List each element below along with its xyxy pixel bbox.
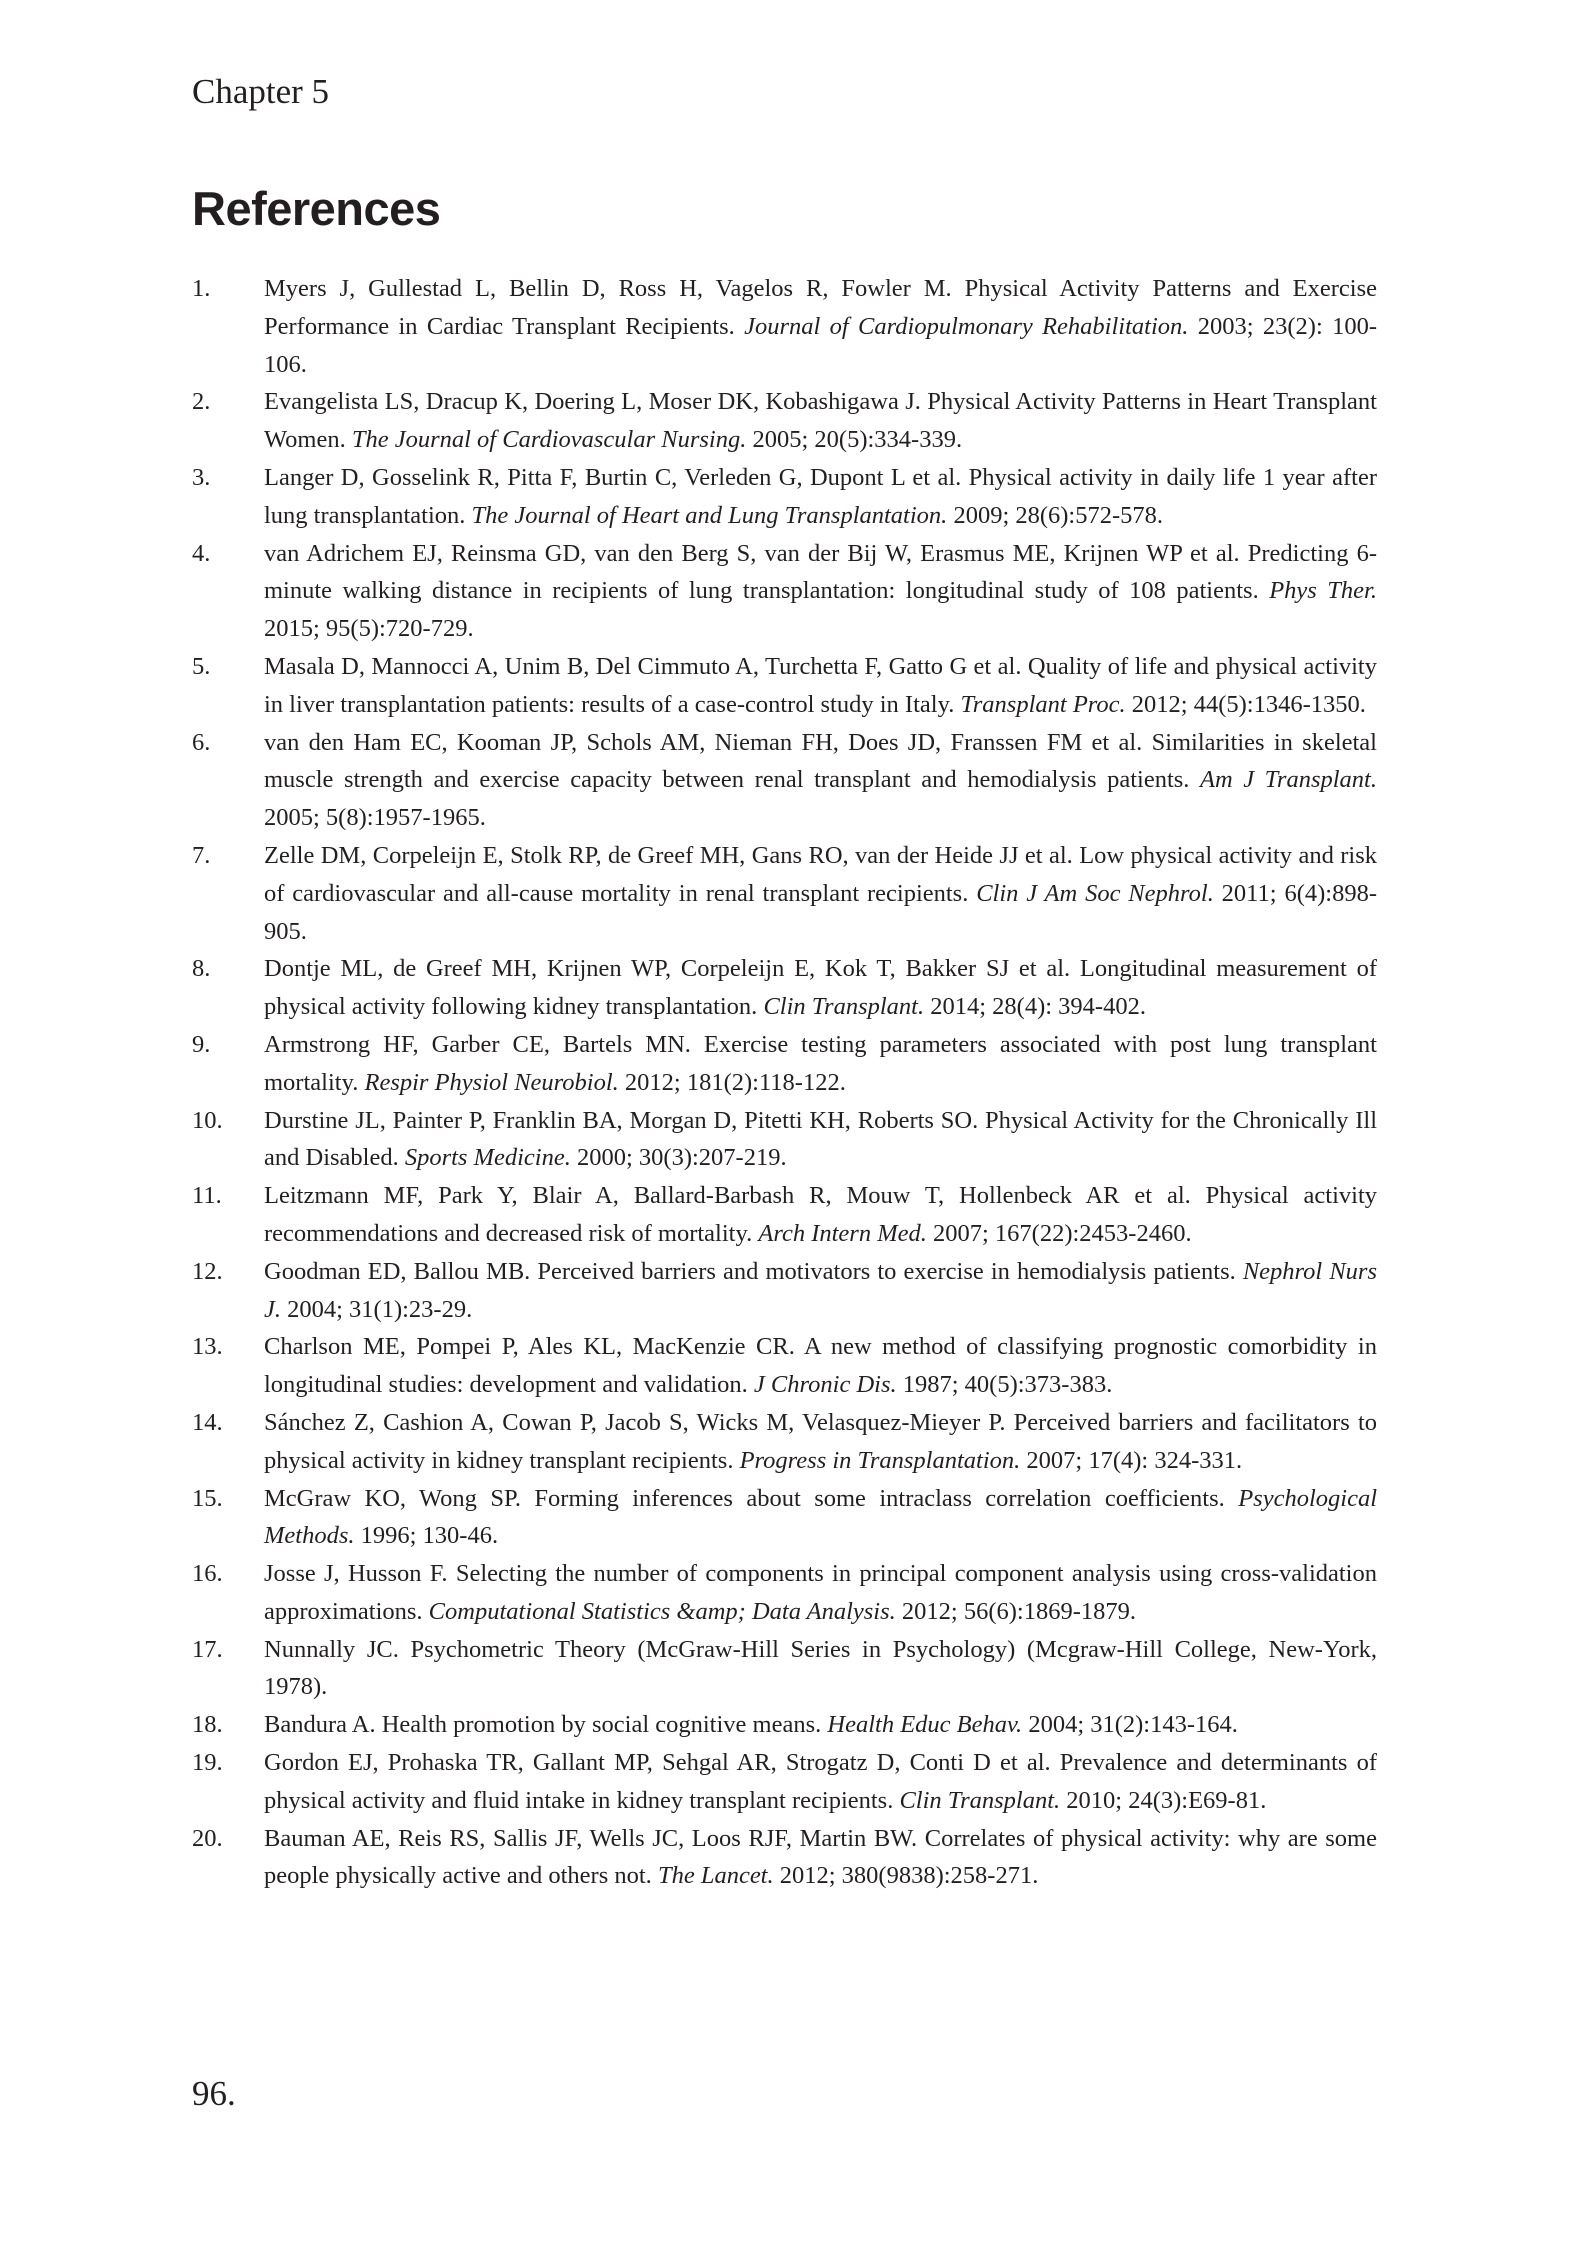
reference-details: 2012; 44(5):1346-1350. [1125,690,1366,718]
reference-details: 2012; 56(6):1869-1879. [895,1597,1136,1625]
reference-journal: The Lancet. [657,1862,774,1890]
reference-details: 2012; 380(9838):258-271. [773,1862,1039,1890]
reference-journal: Transplant Proc. [960,690,1126,718]
reference-number: 11. [192,1182,222,1210]
reference-item [192,837,1377,950]
reference-number: 8. [192,955,211,983]
reference-item [192,950,1377,1026]
reference-item [192,724,1377,837]
reference-list [192,270,1377,1895]
reference-number: 14. [192,1408,223,1436]
reference-journal: Computational Statistics &amp; Data Analysis. [428,1597,896,1625]
reference-text: Gordon EJ, Prohaska TR, Gallant MP, Sehgal AR, Strogatz D, Conti D et al. Prevalence and determinants of physical activity and fluid intake in kidney transplant recipients. [264,1749,1377,1814]
reference-text: Goodman ED, Ballou MB. Perceived barriers and motivators to exercise in hemodialysis patients. [264,1257,1243,1285]
reference-text: Charlson ME, Pompei P, Ales KL, MacKenzie CR. A new method of classifying prognostic comorbidity in longitudinal studies: development and validation. [264,1333,1377,1399]
reference-details: 2003; 23(2): 100-106. [264,312,1377,378]
reference-details: 2004; 31(1):23-29. [281,1295,473,1323]
reference-details: 2004; 31(2):143-164. [1022,1711,1238,1739]
reference-number: 6. [192,728,211,756]
reference-journal: Arch Intern Med. [758,1219,927,1247]
reference-journal: Health Educ Behav. [827,1711,1023,1739]
reference-item [192,1480,1377,1556]
reference-item [192,1555,1377,1631]
reference-number: 19. [192,1749,223,1777]
reference-text: Armstrong HF, Garber CE, Bartels MN. Exercise testing parameters associated with post lung transplant mortality. [264,1030,1377,1096]
reference-text: Dontje ML, de Greef MH, Krijnen WP, Corpeleijn E, Kok T, Bakker SJ et al. Longitudinal measurement of physical activity following kidney transplantation. [264,955,1377,1021]
reference-item [192,383,1377,459]
reference-details: 2012; 181(2):118-122. [618,1068,846,1096]
reference-item [192,270,1377,383]
reference-text: Bauman AE, Reis RS, Sallis JF, Wells JC, Loos RJF, Martin BW. Correlates of physical activity: why are some people physically active and others not. [264,1824,1377,1890]
reference-details: 2005; 5(8):1957-1965. [264,804,486,832]
section-heading: References [192,182,441,235]
reference-journal: Nephrol Nurs J. [264,1257,1378,1323]
reference-item [192,1253,1377,1329]
reference-text: Masala D, Mannocci A, Unim B, Del Cimmuto A, Turchetta F, Gatto G et al. Quality of life and physical activity in liver transplantation patients: results of a case-control study in Italy. [264,652,1377,718]
reference-journal: Am J Transplant. [1199,766,1377,794]
reference-number: 5. [192,652,211,680]
reference-number: 7. [192,841,211,869]
reference-text: McGraw KO, Wong SP. Forming inferences about some intraclass correlation coefficients. [264,1484,1239,1512]
reference-text: Myers J, Gullestad L, Bellin D, Ross H, Vagelos R, Fowler M. Physical Activity Patterns and Exercise Performance in Cardiac Transplant Recipients. [264,275,1377,340]
reference-details: 2014; 28(4): 394-402. [924,993,1146,1021]
reference-text: Bandura A. Health promotion by social cognitive means. [264,1711,828,1739]
reference-details: 1987; 40(5):373-383. [896,1371,1113,1399]
reference-text: van Adrichem EJ, Reinsma GD, van den Berg S, van der Bij W, Erasmus ME, Krijnen WP et al. Predicting 6-minute walking distance in recipients of lung transplantation: longitudinal study of 108 patients. [264,539,1377,605]
reference-text: Durstine JL, Painter P, Franklin BA, Morgan D, Pitetti KH, Roberts SO. Physical Activity for the Chronically Ill and Disabled. [264,1106,1377,1172]
reference-details: 2015; 95(5):720-729. [264,615,474,643]
reference-number: 10. [192,1106,223,1134]
reference-text: Zelle DM, Corpeleijn E, Stolk RP, de Greef MH, Gans RO, van der Heide JJ et al. Low physical activity and risk of cardiovascular and all-cause mortality in renal transplant recipients. [264,841,1377,907]
reference-journal: Phys Ther. [1269,577,1377,605]
reference-journal: Clin Transplant. [763,993,925,1021]
reference-details: 2011; 6(4):898-905. [264,879,1377,945]
reference-journal: Clin Transplant. [899,1786,1061,1814]
reference-text: van den Ham EC, Kooman JP, Schols AM, Nieman FH, Does JD, Franssen FM et al. Similarities in skeletal muscle strength and exercise capacity between renal transplant and hemodialysis patients. [264,728,1377,794]
reference-item [192,1177,1377,1253]
reference-number: 1. [192,275,211,302]
reference-number: 15. [192,1484,223,1512]
reference-text: Sánchez Z, Cashion A, Cowan P, Jacob S, Wicks M, Velasquez-Mieyer P. Perceived barriers and facilitators to physical activity in kidney transplant recipients. [264,1408,1377,1474]
reference-details: 2007; 17(4): 324-331. [1020,1446,1243,1474]
reference-journal: Progress in Transplantation. [739,1446,1021,1474]
page-number: 96. [192,2074,236,2113]
reference-text: Langer D, Gosselink R, Pitta F, Burtin C, Verleden G, Dupont L et al. Physical activity in daily life 1 year after lung transplantation. [264,463,1377,529]
reference-item [192,1026,1377,1102]
reference-details: 2000; 30(3):207-219. [570,1144,787,1172]
reference-item [192,459,1377,535]
reference-number: 20. [192,1824,223,1852]
reference-number: 3. [192,463,211,491]
reference-text: Nunnally JC. Psychometric Theory (McGraw-Hill Series in Psychology) (Mcgraw-Hill College, New-York, 1978). [264,1635,1377,1701]
reference-number: 12. [192,1257,223,1285]
reference-journal: Psychological Methods. [264,1484,1377,1550]
reference-text: Evangelista LS, Dracup K, Doering L, Moser DK, Kobashigawa J. Physical Activity Patterns in Heart Transplant Women. [264,388,1377,454]
reference-number: 2. [192,388,211,416]
reference-item [192,535,1377,648]
reference-number: 18. [192,1711,223,1739]
reference-journal: Journal of Cardiopulmonary Rehabilitation. [744,312,1189,340]
reference-text: Leitzmann MF, Park Y, Blair A, Ballard-Barbash R, Mouw T, Hollenbeck AR et al. Physical activity recommendations and decreased risk of mortality. [264,1182,1377,1247]
reference-details: 2007; 167(22):2453-2460. [926,1219,1192,1247]
reference-journal: The Journal of Cardiovascular Nursing. [351,426,747,454]
reference-journal: J Chronic Dis. [753,1371,897,1399]
reference-journal: Sports Medicine. [404,1144,571,1172]
reference-details: 2009; 28(6):572-578. [947,501,1164,529]
reference-text: Josse J, Husson F. Selecting the number of components in principal component analysis using cross-validation approximations. [264,1560,1377,1625]
reference-item [192,648,1377,724]
chapter-label: Chapter 5 [192,72,330,111]
reference-item [192,1631,1377,1707]
reference-item [192,1744,1377,1820]
reference-number: 9. [192,1030,211,1058]
reference-journal: Clin J Am Soc Nephrol. [976,879,1214,907]
reference-item [192,1404,1377,1480]
reference-item [192,1820,1377,1896]
reference-details: 2010; 24(3):E69-81. [1060,1786,1267,1814]
reference-journal: Respir Physiol Neurobiol. [364,1068,619,1096]
reference-details: 1996; 130-46. [354,1522,499,1550]
reference-item [192,1328,1377,1404]
reference-number: 17. [192,1635,223,1663]
reference-journal: The Journal of Heart and Lung Transplantation. [471,501,948,529]
reference-details: 2005; 20(5):334-339. [746,426,963,454]
reference-item [192,1706,1377,1744]
reference-number: 4. [192,539,211,567]
reference-item [192,1102,1377,1178]
reference-number: 13. [192,1333,223,1361]
reference-number: 16. [192,1560,223,1588]
